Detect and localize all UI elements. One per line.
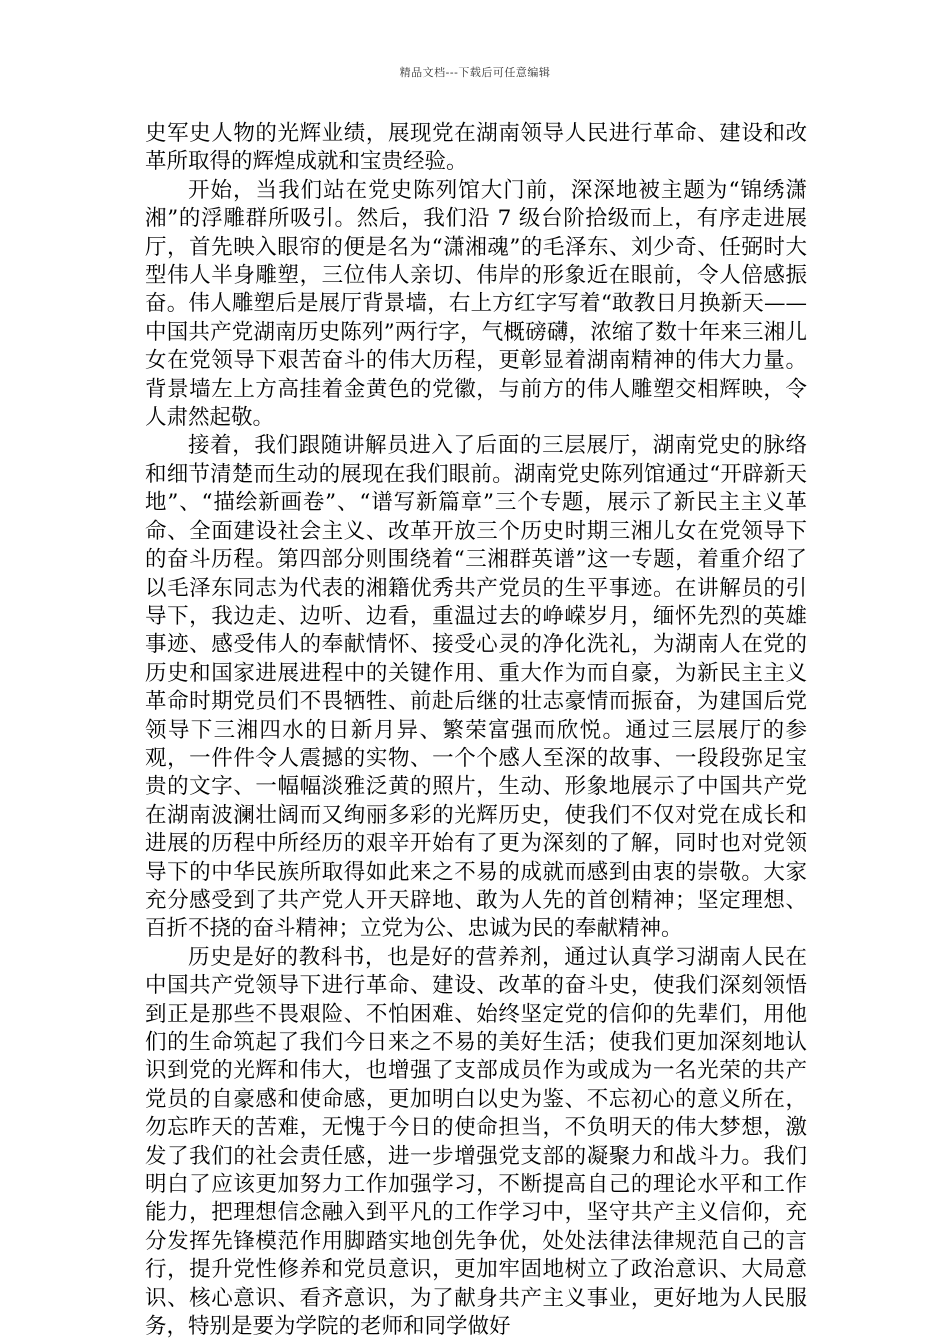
paragraph: 历史是好的教科书，也是好的营养剂，通过认真学习湖南人民在中国共产党领导下进行革命、建设、改革的奋斗史，使我们深刻领悟到正是那些不畏艰险、不怕困难、始终坚定党的信仰的先辈们，用他们的生命筑起了我们今日来之不易的美好生活；使我们更加深刻地认识到党的光辉和伟大，也增强了支部成员作为或成为一名光荣的共产党员的自豪感和使命感，更加明白以史为鉴、不忘初心的意义所在，勿忘昨天的苦难，无愧于今日的使命担当，不负明天的伟大梦想，激发了我们的社会责任感，进一步增强党支部的凝聚力和战斗力。我们明白了应该更加努力工作加强学习，不断提高自己的理论水平和工作能力，把理想信念融入到平凡的工作学习中，坚守共产主义信仰，充分发挥先锋模范作用脚踏实地创先争优，处处法律法律规范自己的言行，提升党性修养和党员意识，更加牢固地树立了政治意识、大局意识、核心意识、看齐意识，为了献身共产主义事业，更好地为人民服务，特别是要为学院的老师和同学做好 <box>145 944 807 1340</box>
paragraph: 史军史人物的光辉业绩，展现党在湖南领导人民进行革命、建设和改革所取得的辉煌成就和宝贵经验。 <box>145 121 807 175</box>
body-text <box>145 120 807 1341</box>
paragraph: 接着，我们跟随讲解员进入了后面的三层展厅，湖南党史的脉络和细节清楚而生动的展现在我们眼前。湖南党史陈列馆通过“开辟新天地”、“描绘新画卷”、“谱写新篇章”三个专题，展示了新民主主义革命、全面建设社会主义、改革开放三个历史时期三湘儿女在党领导下的奋斗历程。第四部分则围绕着“三湘群英谱”这一专题，着重介绍了以毛泽东同志为代表的湘籍优秀共产党员的生平事迹。在讲解员的引导下，我边走、边听、边看，重温过去的峥嵘岁月，缅怀先烈的英雄事迹、感受伟人的奉献情怀、接受心灵的净化洗礼，为湖南人在党的历史和国家进展进程中的关键作用、重大作为而自豪，为新民主主义革命时期党员们不畏牺牲、前赴后继的壮志豪情而振奋，为建国后党领导下三湘四水的日新月异、繁荣富强而欣悦。通过三层展厅的参观，一件件令人震撼的实物、一个个感人至深的故事、一段段弥足宝贵的文字、一幅幅淡雅泛黄的照片，生动、形象地展示了中国共产党在湖南波澜壮阔而又绚丽多彩的光辉历史，使我们不仅对党在成长和进展的历程中所经历的艰辛开始有了更为深刻的了解，同时也对党领导下的中华民族所取得如此来之不易的成就而感到由衷的崇敬。大家充分感受到了共产党人开天辟地、敢为人先的首创精神；坚定理想、百折不挠的奋斗精神；立党为公、忠诚为民的奉献精神。 <box>145 433 807 942</box>
page-header: 精品文档---下载后可任意编辑 <box>399 66 551 79</box>
paragraph: 开始，当我们站在党史陈列馆大门前，深深地被主题为“锦绣潇湘”的浮雕群所吸引。然后，我们沿 7 级台阶拾级而上，有序走进展厅，首先映入眼帘的便是名为“潇湘魂”的毛泽东、刘少奇、任弼时大型伟人半身雕塑，三位伟人亲切、伟岸的形象近在眼前，令人倍感振奋。伟人雕塑后是展厅背景墙，右上方红字写着“敢教日月换新天——中国共产党湖南历史陈列”两行字，气概磅礴，浓缩了数十年来三湘儿女在党领导下艰苦奋斗的伟大历程，更彰显着湖南精神的伟大力量。背景墙左上方高挂着金黄色的党徽，与前方的伟人雕塑交相辉映，令人肃然起敬。 <box>145 177 807 431</box>
